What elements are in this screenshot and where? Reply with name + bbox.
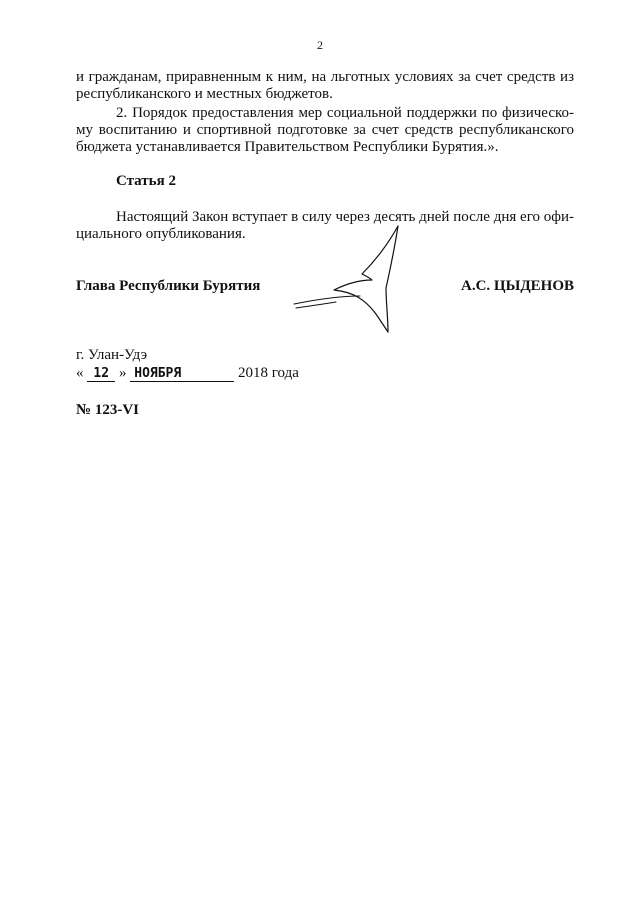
text-line: республиканского и местных бюджетов. bbox=[76, 86, 333, 102]
date-month: НОЯБРЯ bbox=[130, 366, 234, 382]
text-line: бюджета устанавливается Правительством Республики Бурятия.». bbox=[76, 139, 499, 155]
text-line: циального опубликования. bbox=[76, 226, 246, 242]
paragraph-continuation bbox=[76, 69, 574, 103]
paragraph-item-2 bbox=[76, 105, 574, 156]
text-line: му воспитанию и спортивной подготовке за счет средств республиканского bbox=[76, 122, 574, 138]
text-line: и гражданам, приравненным к ним, на льготных условиях за счет средств из bbox=[76, 69, 574, 85]
date-year: 2018 года bbox=[238, 365, 299, 381]
signatory-name: А.С. ЦЫДЕНОВ bbox=[461, 278, 574, 294]
date-quote-close: » bbox=[119, 365, 127, 381]
text-line: 2. Порядок предоставления мер социальной поддержки по физическо- bbox=[116, 105, 574, 121]
date-day: 12 bbox=[87, 366, 115, 382]
city: г. Улан-Удэ bbox=[76, 347, 148, 363]
article-heading: Статья 2 bbox=[116, 173, 176, 189]
date-line bbox=[76, 365, 299, 382]
signatory-title: Глава Республики Бурятия bbox=[76, 278, 261, 294]
document-number: № 123-VI bbox=[76, 402, 139, 418]
handwritten-signature-icon bbox=[290, 222, 420, 342]
date-quote-open: « bbox=[76, 365, 84, 381]
text-line: Настоящий Закон вступает в силу через десять дней после дня его офи- bbox=[116, 209, 574, 225]
page-number: 2 bbox=[317, 38, 323, 52]
